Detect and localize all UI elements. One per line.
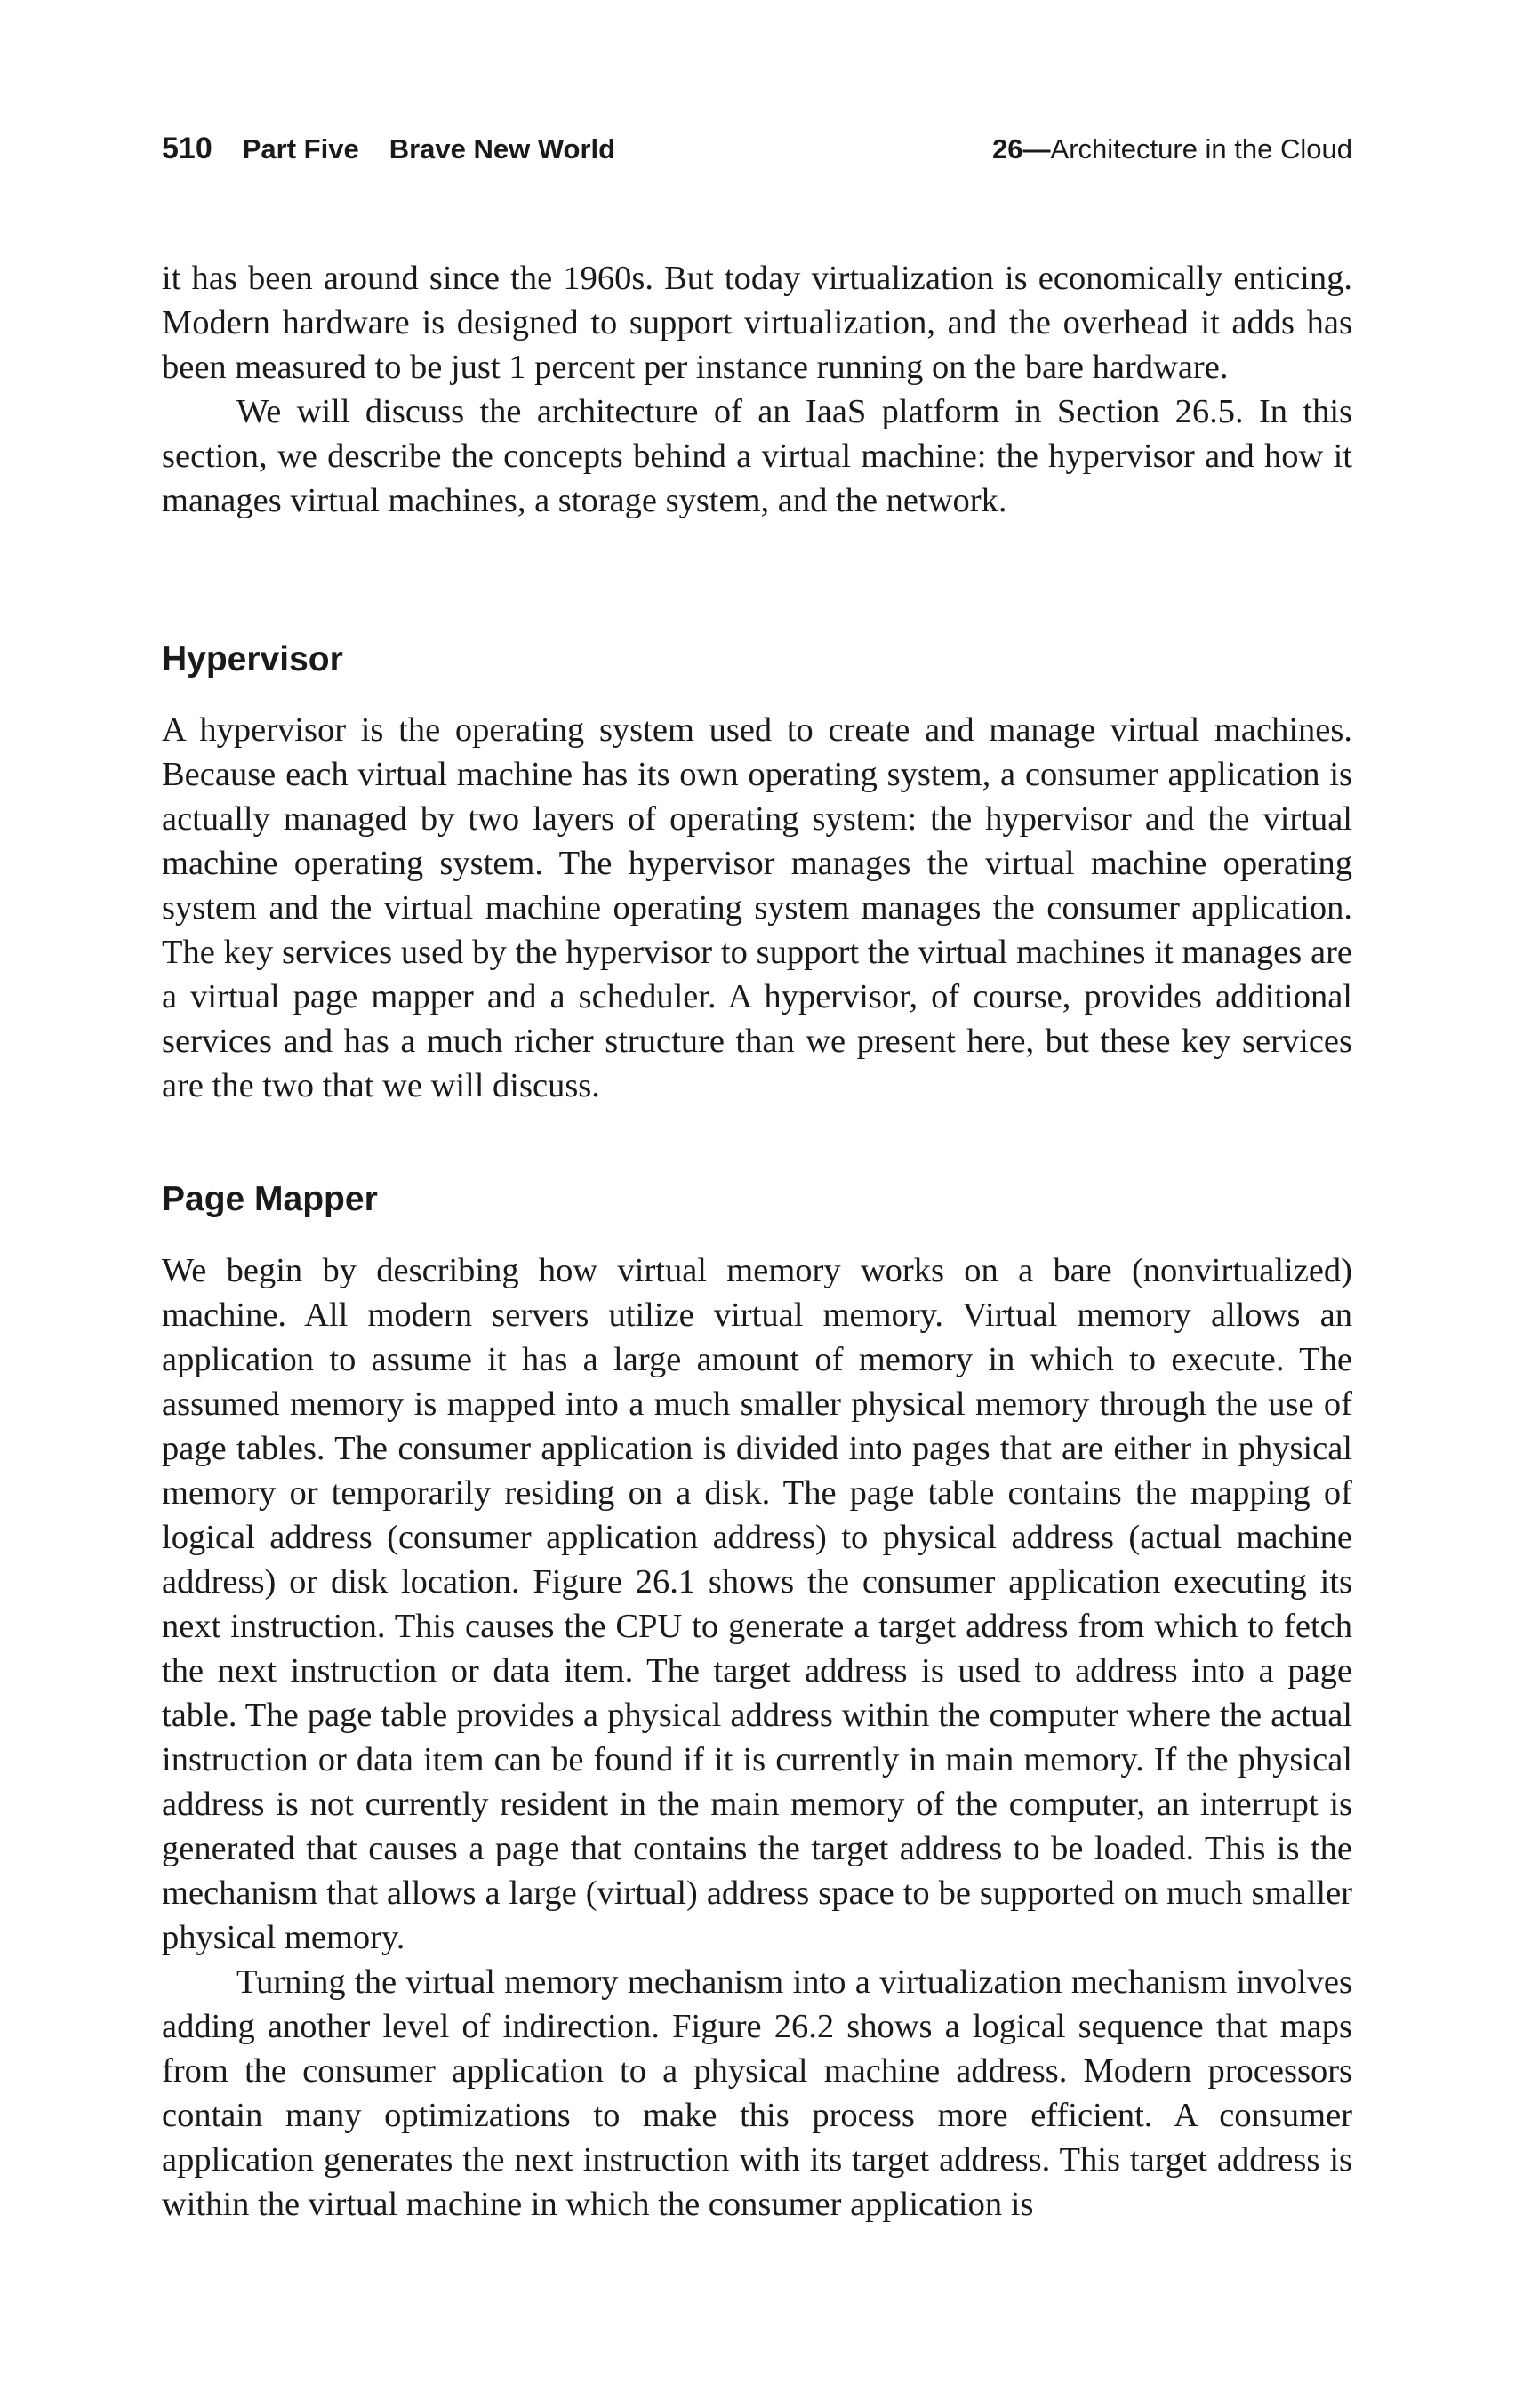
running-head-right — [992, 133, 1352, 165]
intro-section — [162, 256, 1352, 523]
page-mapper-section — [162, 1248, 1352, 2227]
page-mapper-paragraph-2: Turning the virtual memory mechanism into a virtualization mechanism involves adding another level of indirection. Figure 26.2 shows a logical sequence that maps from the consumer application to a physical machine address. Modern processors contain many optimizations to make this process more efficient. A consumer application generates the next instruction with its target address. This target address is within the virtual machine in which the consumer application is — [162, 1963, 1352, 2223]
chapter-title: Architecture in the Cloud — [1050, 133, 1352, 165]
page-mapper-paragraph-1: We begin by describing how virtual memory works on a bare (nonvirtualized) machine. All modern servers utilize virtual memory. Virtual memory allows an application to assume it has a large amount of memory in which to execute. The assumed memory is mapped into a much smaller physical memory through the use of page tables. The consumer application is divided into pages that are either in physical memory or temporarily residing on a disk. The page table contains the mapping of logical address (consumer application address) to physical address (actual machine address) or disk location. Figure 26.1 shows the consumer application executing its next instruction. This causes the CPU to generate a target address from which to fetch the next instruction or data item. The target address is used to address into a page table. The page table provides a physical address within the computer where the actual instruction or data item can be found if it is currently in main memory. If the physical address is not currently resident in the main memory of the computer, an interrupt is generated that causes a page that contains the target address to be loaded. This is the mechanism that allows a large (virtual) address space to be supported on much smaller physical memory. — [162, 1252, 1352, 1956]
page-number: 510 — [162, 132, 212, 165]
running-head-left — [162, 132, 615, 166]
part-title: Brave New World — [389, 133, 616, 165]
hypervisor-paragraph-1: A hypervisor is the operating system used to create and manage virtual machines. Because each virtual machine has its own operating system, a consumer application is actually managed by two layers of operating system: the hypervisor and the virtual machine operating system. The hypervisor manages the virtual machine operating system and the virtual machine operating system manages the consumer application. The key services used by the hypervisor to support the virtual machines it manages are a virtual page mapper and a scheduler. A hypervisor, of course, provides additional services and has a much richer structure than we present here, but these key services are the two that we will discuss. — [162, 711, 1352, 1104]
running-head — [162, 132, 1352, 171]
page-mapper-heading: Page Mapper — [162, 1180, 378, 1218]
part-label: Part Five — [242, 133, 359, 165]
hypervisor-heading: Hypervisor — [162, 640, 343, 678]
hypervisor-section — [162, 708, 1352, 1108]
intro-paragraph-2: We will discuss the architecture of an IaaS platform in Section 26.5. In this section, we describe the concepts behind a virtual machine: the hypervisor and how it manages virtual machines, a storage system, and the network. — [162, 393, 1352, 519]
intro-paragraph-1: it has been around since the 1960s. But today virtualization is economically enticing. Modern hardware is designed to support virtualization, and the overhead it adds has been measured to be just 1 percent per instance running on the bare hardware. — [162, 260, 1352, 386]
chapter-number: 26 — [992, 133, 1023, 165]
chapter-dash: — — [1022, 133, 1051, 165]
